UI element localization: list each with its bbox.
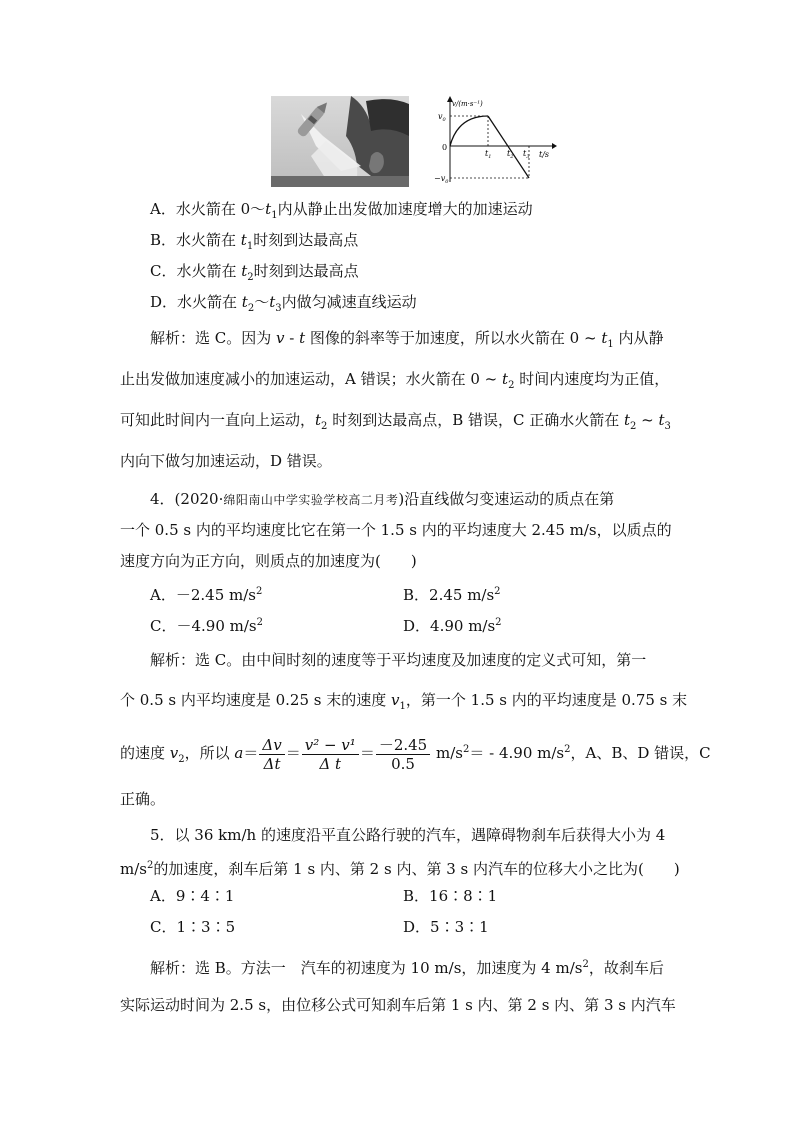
q4-option-d[interactable]: D．4.90 $m/s^2$ xyxy=(403,617,502,635)
q4-solution-formula-line: 的速度 $v_2$，所以 a＝ $\frac{\Delta v}{\Delta t}$ ＝ $\frac{\text{v² − v¹}}{\text{Δ t}}$ ＝ $\frac{-2.45}{0.5}$ $m/s^2= - 4.90$ $m/s^2$，A、B、D 错误，C xyxy=(120,735,711,773)
q3-option-d[interactable]: D．水火箭在 $t_2\sim t_3$内做匀减速直线运动 xyxy=(150,293,417,314)
q5-stem-line-2: $m/s^2$的加速度，刹车后第 1 s 内、第 2 s 内、第 3 s 内汽车的位移大小之比为( ) xyxy=(120,860,680,878)
origin-label: 0 xyxy=(442,143,448,152)
q3-solution-line-2: 止出发做加速度减小的加速运动，A 错误；水火箭在 0 ~ $t_2$ 时间内速度均为正值， xyxy=(120,370,670,391)
q5-solution-line-1: 解析：选 B。方法一 汽车的初速度为 10 m/s，加速度为 4 $m/s^2$，故刹车后 xyxy=(150,959,664,977)
v0-label: $v_0$ xyxy=(438,112,446,123)
q4-stem-line-1: 4．(2020·绵阳南山中学实验学校高二月考)沿直线做匀变速运动的质点在第 xyxy=(150,490,615,508)
water-rocket-photo xyxy=(271,96,409,187)
q5-solution-line-2: 实际运动时间为 2.5 s，由位移公式可知刹车后第 1 s 内、第 2 s 内、第 3 s 内汽车 xyxy=(120,996,676,1014)
neg-v0-label: $-v_0$ xyxy=(434,174,449,185)
y-axis-label: v/(m·s⁻¹) xyxy=(452,100,483,108)
t2-label: $t_2$ xyxy=(507,149,514,160)
q3-solution-line-4: 内向下做匀加速运动，D 错误。 xyxy=(120,452,332,470)
q3-option-c[interactable]: C．水火箭在 $t_2$时刻到达最高点 xyxy=(150,262,359,283)
q3-option-a[interactable]: A．水火箭在 $0\sim t_1$内从静止出发做加速度增大的加速运动 xyxy=(150,200,533,221)
t1-label: $t_1$ xyxy=(485,149,492,160)
q4-stem-line-2: 一个 0.5 s 内的平均速度比它在第一个 1.5 s 内的平均速度大 2.45 m/s，以质点的 xyxy=(120,521,672,539)
q5-option-c[interactable]: C．1∶3∶5 xyxy=(150,918,236,936)
q5-option-a[interactable]: A．9∶4∶1 xyxy=(150,887,235,905)
fraction-numeric: $\frac{-2.45}{0.5}$ xyxy=(376,736,430,773)
t3-label: $t_3$ xyxy=(523,149,530,160)
q5-stem-line-1: 5．以 36 km/h 的速度沿平直公路行驶的汽车，遇障碍物刹车后获得大小为 4 xyxy=(150,826,666,844)
v-t-graph xyxy=(428,94,558,186)
fraction-delta-v-over-delta-t: $\frac{\Delta v}{\Delta t}$ xyxy=(259,736,284,773)
q4-option-b[interactable]: B．2.45 $m/s^2$ xyxy=(403,586,501,604)
fraction-v2-minus-v1: $\frac{\text{v² − v¹}}{\text{Δ t}}$ xyxy=(302,736,359,773)
x-axis-label: t/s xyxy=(539,150,550,159)
q4-option-c[interactable]: C．－4.90 $m/s^2$ xyxy=(150,617,263,635)
q3-option-b[interactable]: B．水火箭在 $t_1$时刻到达最高点 xyxy=(150,231,359,252)
q4-solution-line-1: 解析：选 C。由中间时刻的速度等于平均速度及加速度的定义式可知，第一 xyxy=(150,651,647,669)
q4-stem-line-3: 速度方向为正方向，则质点的加速度为( ) xyxy=(120,552,417,570)
q3-solution-line-3: 可知此时间内一直向上运动，$t_2$ 时刻到达最高点，B 错误，C 正确水火箭在 $t_2$ ~ $t_3$ xyxy=(120,411,671,432)
q5-option-d[interactable]: D．5∶3∶1 xyxy=(403,918,489,936)
q3-solution-line-1: 解析：选 C。因为 v - t 图像的斜率等于加速度，所以水火箭在 0 ~ $t_1$ 内从静 xyxy=(150,329,664,350)
q4-option-a[interactable]: A．－2.45 $m/s^2$ xyxy=(150,586,263,604)
q4-solution-line-4: 正确。 xyxy=(120,790,166,808)
q5-option-b[interactable]: B．16∶8∶1 xyxy=(403,887,498,905)
q4-solution-line-2: 个 0.5 s 内平均速度是 0.25 s 末的速度 $v_1$，第一个 1.5 s 内的平均速度是 0.75 s 末 xyxy=(120,691,688,712)
